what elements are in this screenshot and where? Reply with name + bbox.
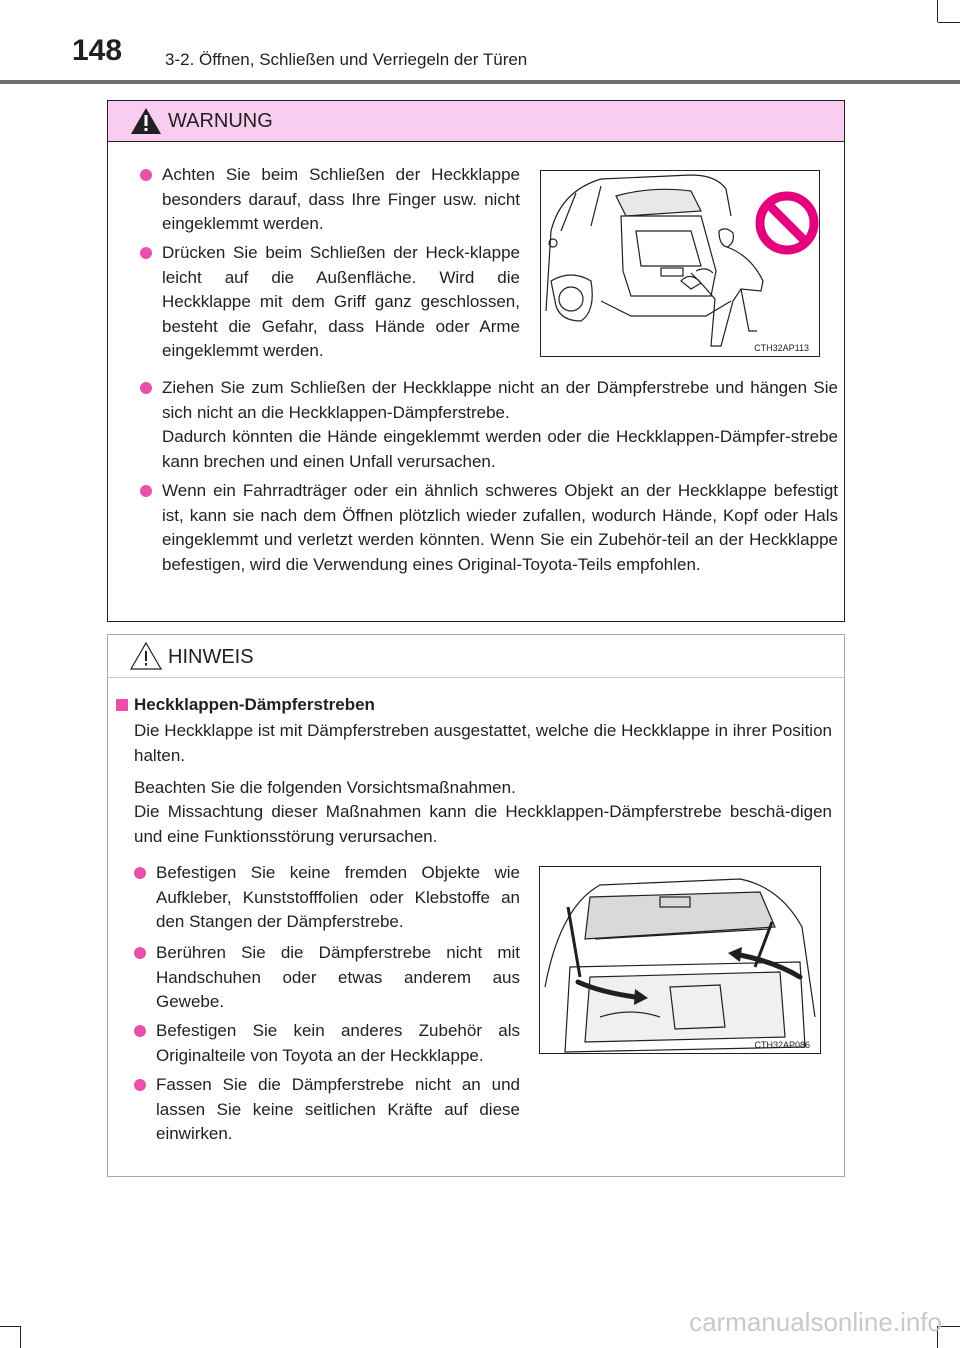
hint-bullet-text: Fassen Sie die Dämpferstrebe nicht an und lassen Sie keine seitlichen Kräfte auf diese einwirken.	[156, 1075, 520, 1143]
hint-bullet-text: Berühren Sie die Dämpferstrebe nicht mit Handschuhen oder etwas anderem aus Gewebe.	[156, 943, 520, 1011]
bullet-dot	[140, 485, 152, 497]
bullet-dot	[140, 169, 152, 181]
figure-label: CTH32AP086	[754, 1040, 810, 1050]
hint-title: HINWEIS	[168, 646, 254, 668]
warning-bullet	[140, 163, 520, 237]
bullet-dot	[134, 1025, 146, 1037]
tailgate-strut-illustration	[539, 866, 821, 1054]
bullet-dot	[140, 382, 152, 394]
caution-triangle-icon	[130, 641, 162, 671]
page-number: 148	[72, 34, 123, 67]
warning-bullet-text: Drücken Sie beim Schließen der Heck-klappe leicht auf die Außenfläche. Wird die Heckklappe mit dem Griff ganz geschlossen, besteht die Gefahr, dass Hände oder Arme eingeklemmt werden.	[162, 243, 520, 360]
warning-bullet-text: Wenn ein Fahrradträger oder ein ähnlich schweres Objekt an der Heckklappe befestigt ist, kann sie nach dem Öffnen plötzlich wieder zufallen, wodurch Hände, Kopf oder Hals eingeklemmt und verletzt werden könnten. Wenn Sie ein Zubehör-teil an der Heckklappe befestigen, wird die Verwendung eines Original-Toyota-Teils empfohlen.	[162, 481, 838, 574]
warning-box	[107, 100, 845, 622]
hint-paragraph: Die Missachtung dieser Maßnahmen kann die Heckklappen-Dämpferstrebe beschä-digen und eine Funktionsstörung verursachen.	[134, 802, 832, 846]
hint-subheading: Heckklappen-Dämpferstreben	[134, 695, 375, 714]
warning-bullet	[140, 376, 838, 474]
warning-bullet	[140, 479, 838, 577]
bullet-dot	[134, 867, 146, 879]
warning-bullet	[140, 241, 520, 364]
warning-title: WARNUNG	[168, 110, 273, 132]
prohibition-icon	[755, 191, 819, 255]
warning-bullet-continuation: Dadurch könnten die Hände eingeklemmt werden oder die Heckklappen-Dämpfer-strebe kann brechen und einen Unfall verursachen.	[162, 427, 838, 471]
hint-box	[107, 634, 845, 1177]
bullet-dot	[134, 947, 146, 959]
hint-bullet-text: Befestigen Sie keine fremden Objekte wie Aufkleber, Kunststofffolien oder Klebstoffe an den Stangen der Dämpferstrebe.	[156, 863, 520, 931]
hint-paragraph: Beachten Sie die folgenden Vorsichtsmaßnahmen.	[134, 778, 516, 797]
warning-bullet-text: Ziehen Sie zum Schließen der Heckklappe nicht an der Dämpferstrebe und hängen Sie sich nicht an die Heckklappen-Dämpferstrebe.	[162, 378, 838, 422]
tailgate-pinch-illustration	[540, 170, 820, 357]
bullet-dot	[134, 1079, 146, 1091]
hint-bullet-text: Befestigen Sie kein anderes Zubehör als Originalteile von Toyota an der Heckklappe.	[156, 1021, 520, 1065]
subheading-square-icon	[116, 699, 128, 711]
hint-header	[108, 635, 844, 678]
header-divider	[0, 80, 960, 84]
hint-bullet	[134, 1073, 520, 1147]
hint-bullet	[134, 941, 520, 1015]
crop-mark	[0, 1326, 20, 1327]
crop-mark	[938, 22, 960, 23]
hint-paragraph: Die Heckklappe ist mit Dämpferstreben ausgestattet, welche die Heckklappe in ihrer Position halten.	[134, 721, 832, 765]
figure-label: CTH32AP113	[754, 343, 809, 353]
crop-mark	[937, 0, 938, 22]
crop-mark	[20, 1326, 21, 1348]
section-title: 3-2. Öffnen, Schließen und Verriegeln der Türen	[165, 50, 528, 69]
warning-triangle-icon	[130, 107, 162, 135]
open-tailgate-icon	[540, 867, 821, 1054]
watermark: carmanualsonline.info	[689, 1307, 942, 1337]
warning-bullet-text: Achten Sie beim Schließen der Heckklappe besonders darauf, dass Ihre Finger usw. nicht eingeklemmt werden.	[162, 165, 520, 233]
hint-bullet	[134, 1019, 520, 1068]
bullet-dot	[140, 247, 152, 259]
warning-header	[108, 101, 844, 142]
hint-bullet	[134, 861, 520, 935]
